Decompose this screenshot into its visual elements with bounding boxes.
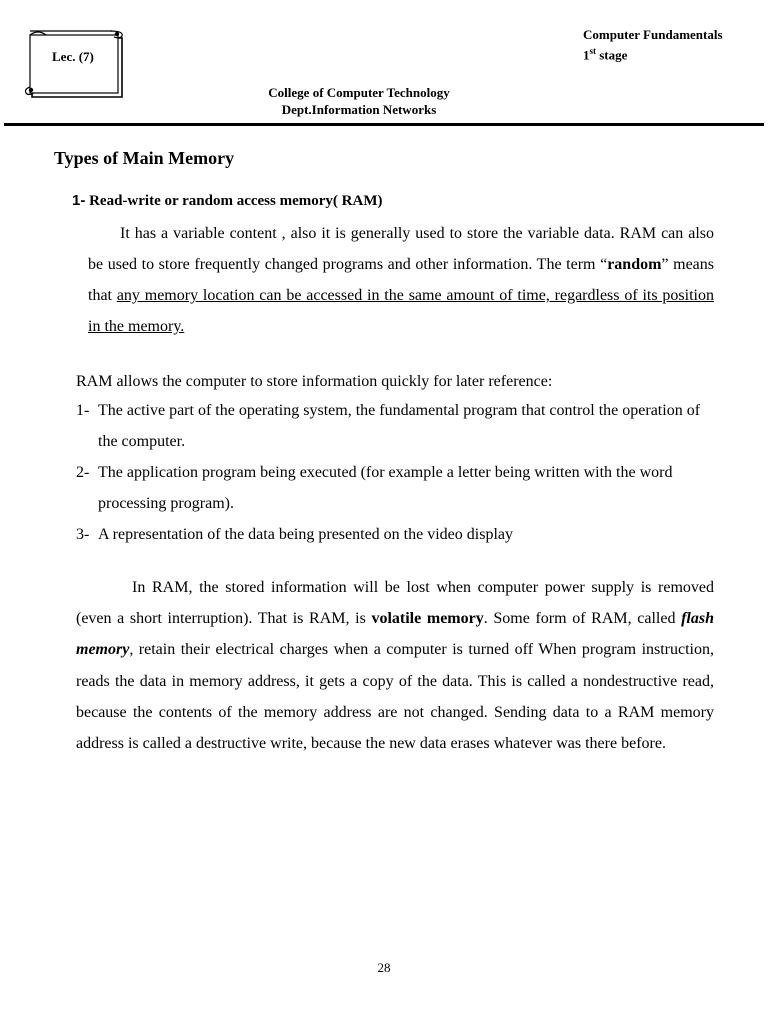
volatile-memory-paragraph xyxy=(76,572,714,759)
stage-line xyxy=(583,43,723,63)
flash-memory-term: flash memory xyxy=(76,610,714,659)
ram-heading-text: Read-write or random access memory( RAM) xyxy=(85,193,383,209)
list-item-text: The application program being executed (for example a letter being written with the word processing program). xyxy=(98,464,673,512)
ram-heading xyxy=(72,192,382,210)
college-block xyxy=(0,84,718,118)
college-name: College of Computer Technology xyxy=(268,85,450,100)
course-title: Computer Fundamentals xyxy=(583,27,723,42)
volatile-part2: . Some form of RAM, called xyxy=(483,610,682,628)
ram-def-bold-term: random xyxy=(607,256,662,273)
ram-def-underlined: any memory location can be accessed in the same amount of time, regardless of its position in the memory. xyxy=(88,287,714,335)
list-item-number: 3- xyxy=(76,526,90,543)
ram-uses-intro: RAM allows the computer to store information quickly for later reference: xyxy=(76,373,553,390)
lecture-label: Lec. (7) xyxy=(52,49,94,64)
ram-uses-list xyxy=(76,395,716,550)
header-divider xyxy=(4,123,764,126)
course-info xyxy=(583,26,723,63)
page-number: 28 xyxy=(377,960,391,975)
ram-heading-number: 1- xyxy=(72,192,86,209)
department-name: Dept.Information Networks xyxy=(281,102,437,117)
stage-suffix: st xyxy=(589,46,596,56)
list-item-text: A representation of the data being presented on the video display xyxy=(98,526,513,543)
list-item-number: 2- xyxy=(76,464,90,481)
volatile-part1: In RAM, the stored information will be lost when computer power supply is removed (even a short interruption). That is RAM, is xyxy=(76,579,714,628)
ram-def-part2: ” means that xyxy=(88,256,714,304)
ram-def-part1: It has a variable content , also it is generally used to store the variable data. RAM can also be used to store frequently changed programs and other information. The term “ xyxy=(88,225,714,273)
list-item xyxy=(76,457,716,519)
stage-number: 1 xyxy=(583,47,590,63)
volatile-part3: , retain their electrical charges when a computer is turned off When program instruction, reads the data in memory address, it gets a copy of the data. This is called a nondestructive read, because the contents of the memory address are not changed. Sending data to a RAM memory address is called a destructive write, because the new data erases whatever was there before. xyxy=(76,641,714,753)
list-item xyxy=(76,395,716,457)
list-item-text: The active part of the operating system, the fundamental program that control the operation of the computer. xyxy=(98,402,701,450)
volatile-term: volatile memory xyxy=(371,610,484,628)
list-item-number: 1- xyxy=(76,402,90,419)
section-title: Types of Main Memory xyxy=(54,148,235,168)
ram-definition-paragraph xyxy=(88,218,714,342)
list-item xyxy=(76,519,716,550)
stage-word: stage xyxy=(596,47,628,63)
